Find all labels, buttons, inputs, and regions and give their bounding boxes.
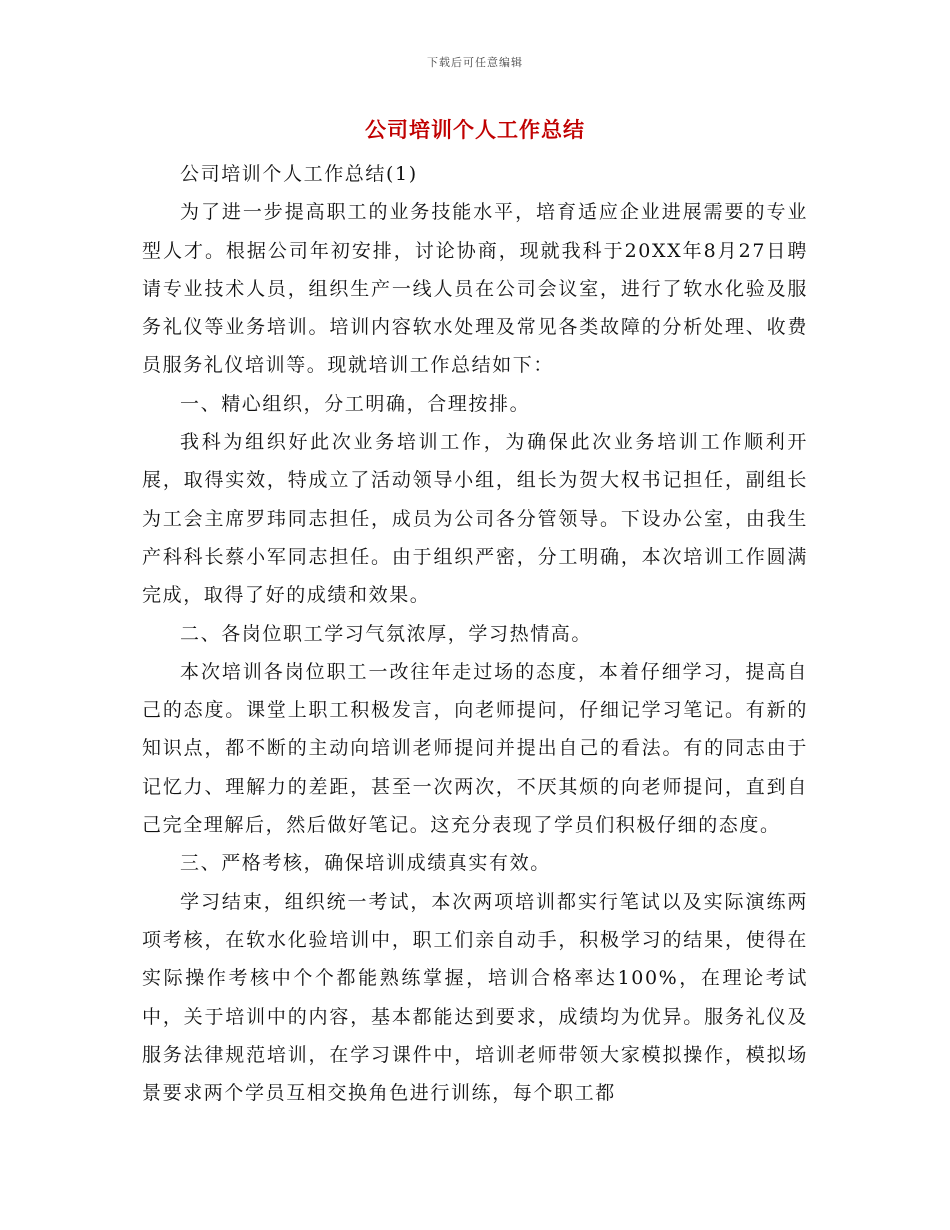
section-heading-2: 二、各岗位职工学习气氛浓厚，学习热情高。 (180, 622, 593, 645)
section-heading-1: 一、精心组织，分工明确，合理按排。 (180, 392, 531, 415)
paragraph-intro: 为了进一步提高职工的业务技能水平，培育适应企业进展需要的专业型人才。根据公司年初安排，讨论协商，现就我科于20XX年8月27日聘请专业技术人员，组织生产一线人员在公司会议室，进行了软水化验及服务礼仪等业务培训。培训内容软水处理及常见各类故障的分析处理、收费员服务礼仪培训等。现就培训工作总结如下： (142, 201, 808, 377)
paragraph-section-1: 我科为组织好此次业务培训工作，为确保此次业务培训工作顺利开展，取得实效，特成立了活动领导小组，组长为贺大权书记担任，副组长为工会主席罗玮同志担任，成员为公司各分管领导。下设办公室，由我生产科科长蔡小军同志担任。由于组织严密，分工明确，本次培训工作圆满完成，取得了好的成绩和效果。 (142, 431, 808, 607)
document-body (142, 155, 808, 1112)
header-note: 下载后可任意编辑 (427, 56, 523, 69)
paragraph-section-2: 本次培训各岗位职工一改往年走过场的态度，本着仔细学习，提高自己的态度。课堂上职工积极发言，向老师提问，仔细记学习笔记。有新的知识点，都不断的主动向培训老师提问并提出自己的看法。有的同志由于记忆力、理解力的差距，甚至一次两次，不厌其烦的向老师提问，直到自己完全理解后，然后做好笔记。这充分表现了学员们积极仔细的态度。 (142, 660, 808, 837)
paragraph-subtitle: 公司培训个人工作总结(1) (180, 163, 418, 185)
section-heading-3: 三、严格考核，确保培训成绩真实有效。 (180, 852, 551, 875)
paragraph-section-3: 学习结束，组织统一考试，本次两项培训都实行笔试以及实际演练两项考核，在软水化验培训中，职工们亲自动手，积极学习的结果，使得在实际操作考核中个个都能熟练掌握，培训合格率达100%，在理论考试中，关于培训中的内容，基本都能达到要求，成绩均为优异。服务礼仪及服务法律规范培训，在学习课件中，培训老师带领大家模拟操作，模拟场景要求两个学员互相交换角色进行训练，每个职工都 (142, 890, 808, 1105)
document-title: 公司培训个人工作总结 (365, 117, 585, 142)
